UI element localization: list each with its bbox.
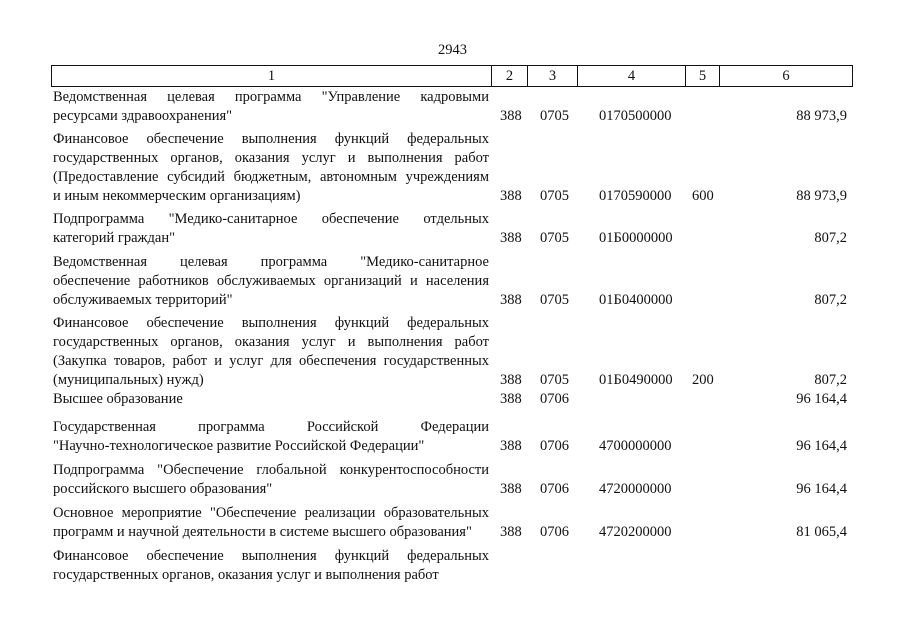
row-col-4: 4720000000 xyxy=(599,481,672,497)
row-col-3: 0705 xyxy=(540,188,569,204)
row-name xyxy=(53,461,489,499)
row-col-4: 0170500000 xyxy=(599,108,672,124)
row-col-6: 807,2 xyxy=(814,230,847,246)
row-col-2: 388 xyxy=(500,292,522,308)
row-name-line: (Предоставление субсидий бюджетным, автономным учреждениям xyxy=(53,169,489,185)
row-col-6: 88 973,9 xyxy=(796,108,847,124)
row-name-line: обслуживаемых территорий" xyxy=(53,292,233,308)
row-name xyxy=(53,418,489,456)
row-name-line: ресурсами здравоохранения" xyxy=(53,108,233,124)
table-row xyxy=(51,418,853,456)
row-col-4: 01Б0400000 xyxy=(599,292,673,308)
row-name xyxy=(53,390,489,409)
row-col-6: 807,2 xyxy=(814,372,847,388)
row-col-6: 96 164,4 xyxy=(796,481,847,497)
row-col-4: 01Б0490000 xyxy=(599,372,673,388)
row-col-6: 96 164,4 xyxy=(796,391,847,407)
row-name-line: Подпрограмма "Медико-санитарное обеспечение отдельных xyxy=(53,211,489,227)
row-col-3: 0706 xyxy=(540,524,569,540)
row-name-line: Финансовое обеспечение выполнения функций федеральных xyxy=(53,315,489,331)
table-row xyxy=(51,504,853,542)
row-name xyxy=(53,130,489,206)
row-col-6: 81 065,4 xyxy=(796,524,847,540)
row-name-line: Ведомственная целевая программа "Медико-санитарное xyxy=(53,254,489,270)
row-col-4: 01Б0000000 xyxy=(599,230,673,246)
row-col-6: 88 973,9 xyxy=(796,188,847,204)
row-col-3: 0705 xyxy=(540,108,569,124)
row-name-line: программ и научной деятельности в системе высшего образования" xyxy=(53,524,472,540)
row-name-line: (муниципальных) нужд) xyxy=(53,372,204,388)
row-col-2: 388 xyxy=(500,188,522,204)
row-col-4: 4720200000 xyxy=(599,524,672,540)
row-name xyxy=(53,210,489,248)
row-name xyxy=(53,88,489,126)
header-col-4: 4 xyxy=(577,66,685,86)
row-col-5: 600 xyxy=(692,188,714,204)
table-row xyxy=(51,253,853,310)
row-col-3: 0706 xyxy=(540,438,569,454)
row-name-line: "Научно-технологическое развитие Российской Федерации" xyxy=(53,438,425,454)
row-name-line: Ведомственная целевая программа "Управление кадровыми xyxy=(53,89,489,105)
row-name-line: (Закупка товаров, работ и услуг для обеспечения государственных xyxy=(53,353,489,369)
row-col-2: 388 xyxy=(500,372,522,388)
row-name-line: государственных органов, оказания услуг и выполнения работ xyxy=(53,567,439,583)
row-col-3: 0706 xyxy=(540,481,569,497)
row-col-2: 388 xyxy=(500,230,522,246)
row-col-3: 0705 xyxy=(540,230,569,246)
header-col-3: 3 xyxy=(527,66,577,86)
table-row xyxy=(51,390,853,409)
row-col-4: 0170590000 xyxy=(599,188,672,204)
row-col-3: 0705 xyxy=(540,292,569,308)
row-name-line: Финансовое обеспечение выполнения функций федеральных xyxy=(53,548,489,564)
row-name-line: Финансовое обеспечение выполнения функций федеральных xyxy=(53,131,489,147)
row-col-5: 200 xyxy=(692,372,714,388)
row-name xyxy=(53,504,489,542)
row-col-6: 96 164,4 xyxy=(796,438,847,454)
header-col-6: 6 xyxy=(719,66,853,86)
row-name-line: Высшее образование xyxy=(53,391,183,407)
row-name xyxy=(53,547,489,585)
row-name-line: российского высшего образования" xyxy=(53,481,273,497)
row-name-line: Основное мероприятие "Обеспечение реализации образовательных xyxy=(53,505,489,521)
row-col-2: 388 xyxy=(500,524,522,540)
table-row xyxy=(51,314,853,390)
header-col-5: 5 xyxy=(685,66,719,86)
row-name-line: государственных органов, оказания услуг и выполнения работ xyxy=(53,150,489,166)
row-col-2: 388 xyxy=(500,481,522,497)
row-col-3: 0706 xyxy=(540,391,569,407)
header-col-1: 1 xyxy=(51,66,491,86)
table-row xyxy=(51,210,853,248)
row-col-2: 388 xyxy=(500,108,522,124)
row-name-line: Государственная программа Российской Федерации xyxy=(53,419,489,435)
row-name xyxy=(53,314,489,390)
table-row xyxy=(51,461,853,499)
page-number: 2943 xyxy=(438,42,467,58)
row-name-line: обеспечение работников обслуживаемых организаций и населения xyxy=(53,273,489,289)
row-name-line: и иным некоммерческим организациям) xyxy=(53,188,301,204)
row-col-4: 4700000000 xyxy=(599,438,672,454)
row-name-line: категорий граждан" xyxy=(53,230,176,246)
row-name-line: государственных органов, оказания услуг и выполнения работ xyxy=(53,334,489,350)
row-col-2: 388 xyxy=(500,438,522,454)
table-row xyxy=(51,130,853,206)
header-col-2: 2 xyxy=(491,66,527,86)
row-name-line: Подпрограмма "Обеспечение глобальной конкурентоспособности xyxy=(53,462,489,478)
table-row xyxy=(51,88,853,126)
row-col-6: 807,2 xyxy=(814,292,847,308)
table-row xyxy=(51,547,853,585)
row-col-2: 388 xyxy=(500,391,522,407)
row-col-3: 0705 xyxy=(540,372,569,388)
table-header xyxy=(51,65,853,87)
row-name xyxy=(53,253,489,310)
